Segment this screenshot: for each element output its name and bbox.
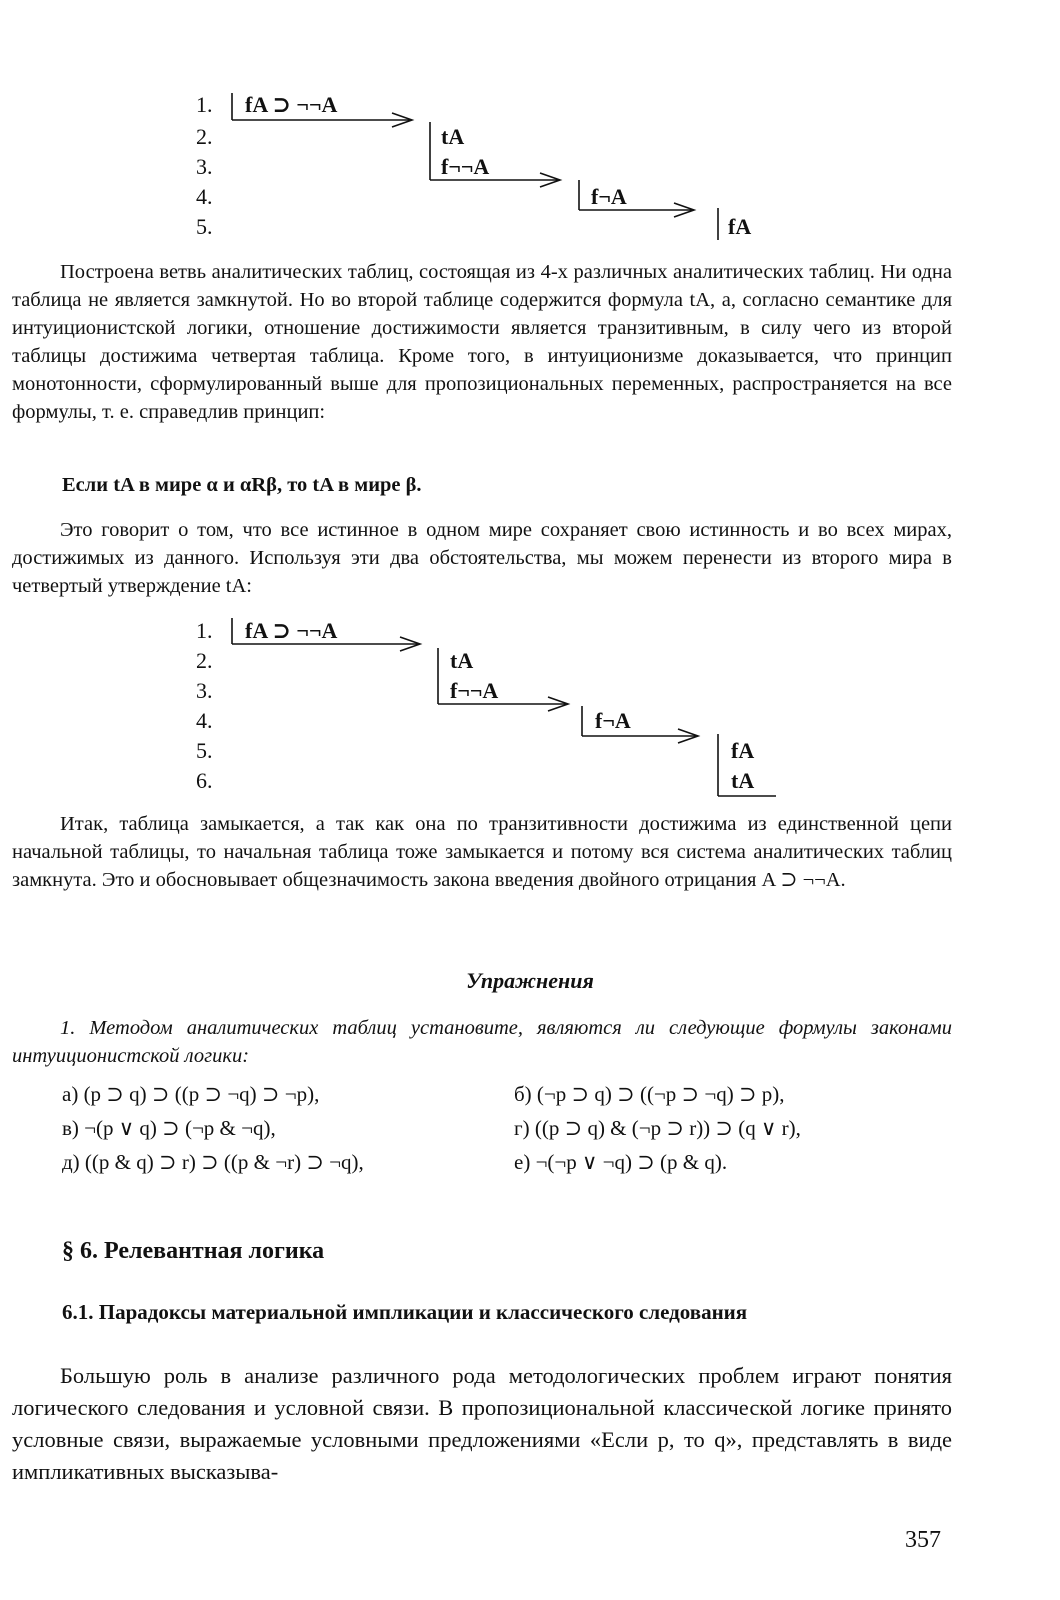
formula-g: г) ((p ⊃ q) & (¬p ⊃ r)) ⊃ (q ∨ r), (514, 1116, 801, 1140)
formula-fA-implies-nnA: fA ⊃ ¬¬A (245, 618, 338, 643)
subsection-title: 6.1. Парадоксы материальной импликации и классического следования (62, 1300, 748, 1324)
page-number: 357 (905, 1527, 941, 1553)
row-number: 5. (196, 738, 213, 763)
paragraph-2: Это говорит о том, что все истинное в одном мире сохраняет свою истинность и во всех мирах, достижимых из данного. Используя эти два обстоятельства, мы можем перенести из второго мира в четвертый утверждение tA: (12, 519, 952, 597)
section-title: § 6. Релевантная логика (62, 1238, 325, 1264)
paragraph-4: Большую роль в анализе различного рода методологических проблем играют понятия логического следования и условной связи. В пропозициональной классической логике принято условные связи, выражаемые условными предложениями «Если p, то q», представлять в виде импликативных высказыва- (12, 1363, 952, 1484)
formula-v: в) ¬(p ∨ q) ⊃ (¬p & ¬q), (62, 1116, 276, 1140)
row-number: 4. (196, 184, 213, 209)
exercise-1: 1. Методом аналитических таблиц установите, являются ли следующие формулы законами интуиционистской логики: (12, 1017, 952, 1067)
row-number: 2. (196, 648, 213, 673)
formula-fA-implies-nnA: fA ⊃ ¬¬A (245, 92, 338, 117)
formula-tA: tA (441, 124, 465, 149)
row-number: 1. (196, 618, 213, 643)
formula-fnnA: f¬¬A (441, 154, 490, 179)
row-number: 3. (196, 154, 213, 179)
formula-fA: fA (728, 214, 752, 239)
formula-fA: fA (731, 738, 755, 763)
row-number: 2. (196, 124, 213, 149)
formula-fnA: f¬A (591, 184, 627, 209)
exercises-heading: Упражнения (466, 968, 594, 993)
formula-a: а) (p ⊃ q) ⊃ ((p ⊃ ¬q) ⊃ ¬p), (62, 1082, 320, 1106)
row-number: 4. (196, 708, 213, 733)
row-number: 3. (196, 678, 213, 703)
formula-tA-closing: tA (731, 768, 755, 793)
row-number: 1. (196, 92, 213, 117)
row-number: 5. (196, 214, 213, 239)
formula-d: д) ((p & q) ⊃ r) ⊃ ((p & ¬r) ⊃ ¬q), (62, 1150, 364, 1174)
formula-b: б) (¬p ⊃ q) ⊃ ((¬p ⊃ ¬q) ⊃ p), (514, 1082, 785, 1106)
formula-e: е) ¬(¬p ∨ ¬q) ⊃ (p & q). (514, 1150, 728, 1174)
paragraph-3: Итак, таблица замыкается, а так как она по транзитивности достижима из единственной цепи начальной таблицы, то начальная таблица тоже замыкается и потому вся система аналитических таблиц замкнута. Это и обосновывает общезначимость закона введения двойного отрицания A ⊃ ¬¬A. (12, 813, 952, 891)
formula-tA: tA (450, 648, 474, 673)
principle-statement: Если tA в мире α и αRβ, то tA в мире β. (62, 474, 422, 496)
paragraph-1: Построена ветвь аналитических таблиц, состоящая из 4-х различных аналитических таблиц. Ни одна таблица не является замкнутой. Но во второй таблице содержится формула tA, а, согласно семантике для интуиционистской логики, отношение достижимости является транзитивным, в силу чего из второй таблицы достижима четвертая таблица. Кроме того, в интуиционизме доказывается, что принцип монотонности, сформулированный выше для пропозициональных переменных, распространяется на все формулы, т. е. справедлив принцип: (12, 261, 952, 423)
formula-fnnA: f¬¬A (450, 678, 499, 703)
formula-fnA: f¬A (595, 708, 631, 733)
row-number: 6. (196, 768, 213, 793)
